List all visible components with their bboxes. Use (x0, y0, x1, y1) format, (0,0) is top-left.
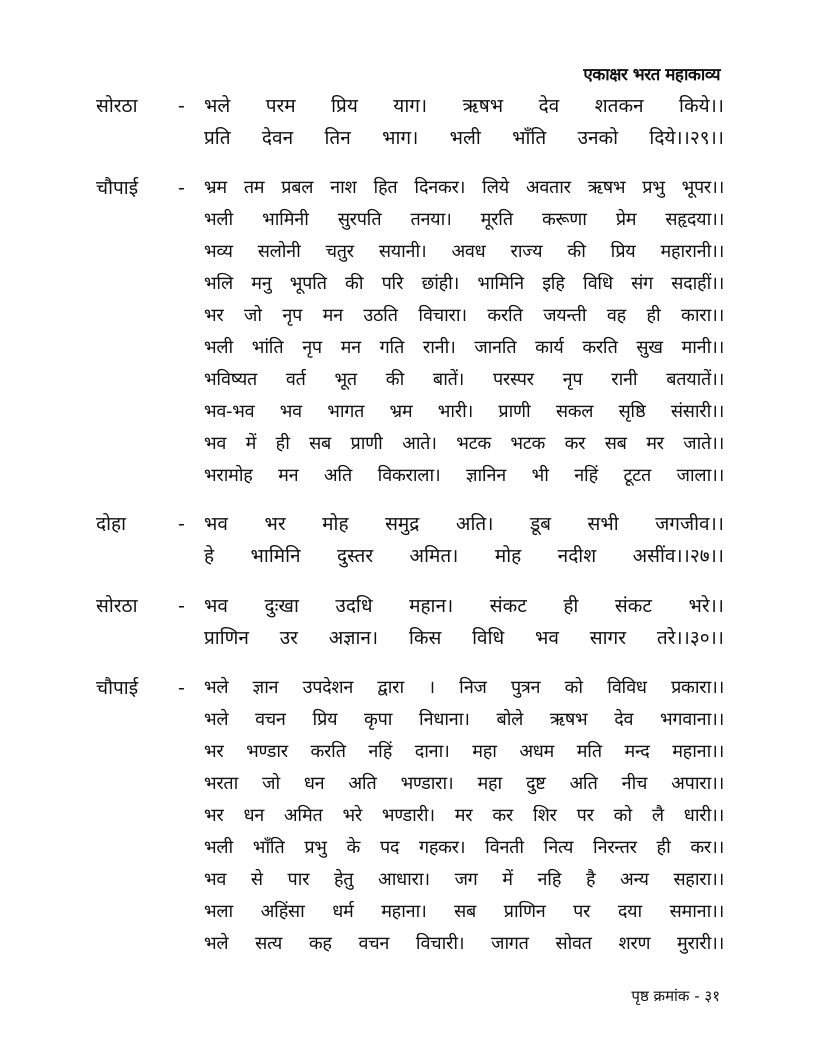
verse-line: भले वचन प्रिय कृपा निधाना। बोले ऋषभ देव भगवाना।। (204, 709, 724, 730)
verse-lines (204, 90, 724, 154)
verse-line: भव भर मोह समुद्र अति। डूब सभी जगजीव।। (204, 513, 724, 535)
verse-lines (204, 508, 724, 572)
verse-line: भली भामिनी सुरपति तनया। मूरति करूणा प्रेम सहृदया।। (204, 209, 724, 230)
verse-lines (204, 672, 724, 960)
verse-line: हे भामिनि दुस्तर अमित। मोह नदीश असींव।।२७।। (204, 545, 724, 567)
verse-line: भव्य सलोनी चतुर सयानी। अवध राज्य की प्रिय महारानी।। (204, 241, 724, 262)
verse-line: प्रति देवन तिन भाग। भली भाँति उनको दिये।।२९।। (204, 127, 724, 149)
verse-type-label: चौपाई (96, 677, 139, 699)
verse-line: भव-भव भव भागत भ्रम भारी। प्राणी सकल सृष्ठि संसारी।। (204, 401, 724, 422)
verse-line: भली भाँति प्रभु के पद गहकर। विनती नित्य निरन्तर ही कर।। (204, 837, 724, 858)
verse-lines (204, 172, 724, 492)
verse-type-label: सोरठा (96, 95, 138, 117)
label-dash: - (178, 513, 185, 535)
running-header: एकाक्षर भरत महाकाव्य (583, 65, 720, 85)
verse-line: भला अहिंसा धर्म महाना। सब प्राणिन पर दया समाना।। (204, 901, 724, 922)
label-dash: - (178, 595, 185, 617)
verse-line: भले परम प्रिय याग। ऋषभ देव शतकन किये।। (204, 95, 724, 117)
verse-line: भविष्यत वर्त भूत की बातें। परस्पर नृप रानी बतयातें।। (204, 369, 724, 390)
label-dash: - (178, 677, 185, 699)
verse-line: भर भण्डार करति नहिं दाना। महा अधम मति मन्द महाना।। (204, 741, 724, 762)
verse-line: भरता जो धन अति भण्डारा। महा दुष्ट अति नीच अपारा।। (204, 773, 724, 794)
verse-line: भले सत्य कह वचन विचारी। जागत सोवत शरण मुरारी।। (204, 933, 724, 954)
verse-line: भव से पार हेतु आधारा। जग में नहि है अन्य सहारा।। (204, 869, 724, 890)
verse-line: प्राणिन उर अज्ञान। किस विधि भव सागर तरे।।३०।। (204, 627, 724, 649)
page-number: पृष्ठ क्रमांक - ३१ (631, 987, 720, 1005)
verse-type-label: दोहा (96, 513, 127, 535)
verse-line: भलि मनु भूपति की परि छांही। भामिनि इहि विधि संग सदाहीं।। (204, 273, 724, 294)
verse-line: भ्रम तम प्रबल नाश हित दिनकर। लिये अवतार ऋषभ प्रभु भूपर।। (204, 177, 724, 198)
verse-line: भर धन अमित भरे भण्डारी। मर कर शिर पर को लै धारी।। (204, 805, 724, 826)
verse-line: भली भांति नृप मन गति रानी। जानति कार्य करति सुख मानी।। (204, 337, 724, 358)
verse-line: भव में ही सब प्राणी आते। भटक भटक कर सब मर जाते।। (204, 433, 724, 454)
verse-line: भव दुःखा उदधि महान। संकट ही संकट भरे।। (204, 595, 724, 617)
verse-line: भर जो नृप मन उठति विचारा। करति जयन्ती वह ही कारा।। (204, 305, 724, 326)
verse-lines (204, 590, 724, 654)
verse-line: भरामोह मन अति विकराला। ज्ञानिन भी नहिं टूटत जाला।। (204, 465, 724, 486)
label-dash: - (178, 177, 185, 199)
verse-type-label: चौपाई (96, 177, 139, 199)
verse-type-label: सोरठा (96, 595, 138, 617)
verse-line: भले ज्ञान उपदेशन द्वारा । निज पुत्रन को विविध प्रकारा।। (204, 677, 724, 698)
label-dash: - (178, 95, 185, 117)
